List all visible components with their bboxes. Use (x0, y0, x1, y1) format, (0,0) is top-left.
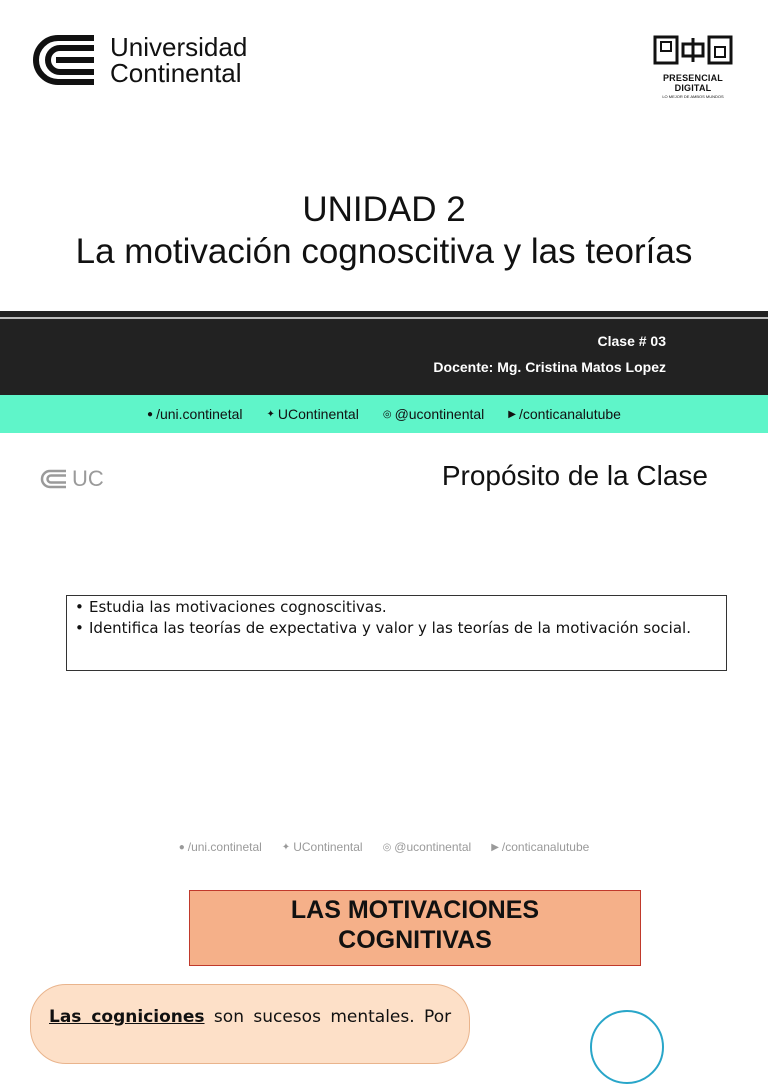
list-item-text: Estudia las motivaciones cognoscitivas. (89, 598, 387, 616)
bullet: • (75, 619, 84, 637)
instagram-icon: ◎ (382, 841, 392, 853)
facebook-icon: ● (147, 408, 154, 420)
social-label: @ucontinental (394, 406, 485, 422)
social-facebook[interactable] (179, 840, 262, 854)
social-facebook[interactable] (147, 406, 242, 422)
section-title-line-1: LAS MOTIVACIONES (290, 896, 540, 924)
definition-text: son sucesos mentales. Por (204, 1007, 452, 1027)
university-name (110, 34, 247, 86)
instagram-icon: ◎ (382, 408, 392, 420)
unit-subtitle: La motivación cognoscitiva y las teorías (75, 232, 693, 271)
info-band (0, 311, 768, 395)
uc-logo-icon (32, 34, 98, 86)
purpose-heading: Propósito de la Clase (441, 460, 708, 491)
definition-term: Las cogniciones (49, 1007, 205, 1027)
partner-subtitle: LO MEJOR DE AMBOS MUNDOS (662, 94, 724, 99)
twitter-icon: ✦ (266, 408, 275, 420)
social-youtube[interactable] (508, 406, 621, 422)
unit-title: UNIDAD 2 (302, 190, 466, 229)
social-youtube[interactable] (491, 840, 589, 854)
section-title-line-2: COGNITIVAS (338, 926, 492, 954)
uc-mark-icon (38, 469, 68, 489)
social-label: /uni.continetal (187, 840, 262, 854)
social-instagram[interactable] (383, 406, 484, 422)
class-number: Clase # 03 (597, 333, 666, 349)
list-item-text: Identifica las teorías de expectativa y valor y las teorías de la motivación social. (89, 619, 691, 637)
social-bar (0, 395, 768, 433)
circle-icon (590, 1010, 664, 1084)
uc-label: UC (72, 466, 104, 491)
facebook-icon: ● (178, 841, 185, 853)
social-twitter[interactable] (282, 840, 363, 854)
social-label: /conticanalutube (518, 406, 621, 422)
band-divider (0, 317, 768, 319)
partner-title: PRESENCIAL DIGITAL (662, 73, 723, 93)
section-title-box (189, 890, 641, 966)
social-twitter[interactable] (267, 406, 359, 422)
social-label: /conticanalutube (501, 840, 590, 854)
social-instagram[interactable] (383, 840, 472, 854)
university-logo (32, 34, 247, 86)
social-label: UContinental (277, 406, 359, 422)
purpose-list (66, 595, 727, 671)
twitter-icon: ✦ (281, 841, 291, 853)
youtube-icon: ▶ (491, 841, 499, 853)
uc-small-logo (38, 466, 104, 492)
presencial-digital-logo (652, 34, 734, 99)
pd-logo-icon (653, 34, 733, 66)
social-label: @ucontinental (394, 840, 472, 854)
logo-line-1: Universidad (110, 32, 248, 62)
list-item (75, 598, 718, 616)
social-label: UContinental (293, 840, 363, 854)
youtube-icon: ▶ (508, 408, 516, 420)
teacher-name: Docente: Mg. Cristina Matos Lopez (433, 359, 666, 375)
bullet: • (75, 598, 84, 616)
social-label: /uni.continetal (156, 406, 243, 422)
definition-card (30, 984, 470, 1064)
social-footer (0, 840, 768, 854)
list-item (75, 619, 718, 637)
logo-line-2: Continental (110, 58, 242, 88)
